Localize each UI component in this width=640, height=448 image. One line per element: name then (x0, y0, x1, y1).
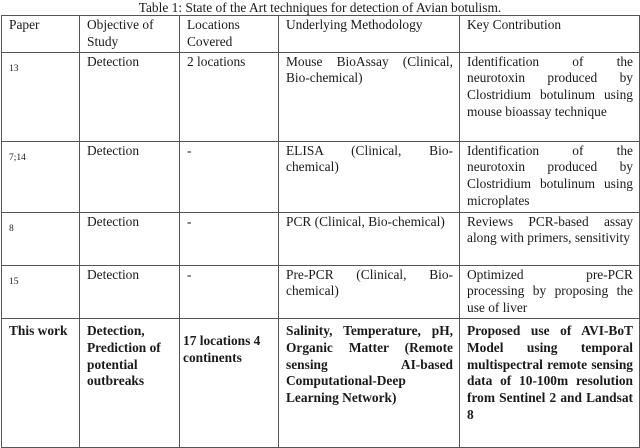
cell-methodology: Pre-PCR (Clinical, Bio-chemical) (279, 265, 460, 318)
state-of-art-table (1, 15, 640, 448)
cell-methodology: Mouse BioAssay (Clinical, Bio-chemical) (279, 52, 460, 141)
table-header-row (2, 16, 640, 53)
table-row-this-work (2, 318, 640, 447)
cell-paper (2, 212, 80, 265)
header-contribution: Key Contribution (460, 16, 640, 53)
cell-locations: 17 locations 4 continents (180, 318, 279, 447)
cell-paper (2, 265, 80, 318)
cell-locations: - (180, 212, 279, 265)
table-row (2, 212, 640, 265)
cell-locations: 2 locations (180, 52, 279, 141)
cell-locations: - (180, 141, 279, 212)
header-methodology: Underlying Methodology (279, 16, 460, 53)
table-row (2, 141, 640, 212)
cell-paper (2, 141, 80, 212)
cell-contribution: Identification of the neurotoxin produced by Clostridium botulinum using microplates (460, 141, 640, 212)
table-caption: Table 1: State of the Art techniques for detection of Avian botulism. (138, 0, 502, 15)
cell-objective: Detection (80, 265, 180, 318)
table-row (2, 52, 640, 141)
cell-contribution: Proposed use of AVI-BoT Model using temporal multispectral remote sensing data of 10-100m resolution from Sentinel 2 and Landsat 8 (460, 318, 640, 447)
citation-ref: 8 (9, 223, 14, 234)
citation-ref: 7;14 (9, 152, 26, 163)
cell-contribution: Optimized pre-PCR processing by proposing the use of liver (460, 265, 640, 318)
header-paper: Paper (2, 16, 80, 53)
cell-locations: - (180, 265, 279, 318)
cell-methodology: ELISA (Clinical, Bio-chemical) (279, 141, 460, 212)
cell-methodology: PCR (Clinical, Bio-chemical) (279, 212, 460, 265)
citation-ref: 15 (9, 276, 19, 287)
cell-objective: Detection, Prediction of potential outbreaks (80, 318, 180, 447)
cell-objective: Detection (80, 52, 180, 141)
cell-paper (2, 52, 80, 141)
cell-contribution: Identification of the neurotoxin produced by Clostridium botulinum using mouse bioassay technique (460, 52, 640, 141)
table-row (2, 265, 640, 318)
cell-objective: Detection (80, 212, 180, 265)
header-locations: Locations Covered (180, 16, 279, 53)
cell-objective: Detection (80, 141, 180, 212)
cell-contribution: Reviews PCR-based assay along with primers, sensitivity (460, 212, 640, 265)
header-objective: Objective of Study (80, 16, 180, 53)
cell-methodology: Salinity, Temperature, pH, Organic Matter (Remote sensing AI-based Computational-Deep Learning Network) (279, 318, 460, 447)
citation-ref: 13 (9, 63, 19, 74)
cell-paper: This work (2, 318, 80, 447)
